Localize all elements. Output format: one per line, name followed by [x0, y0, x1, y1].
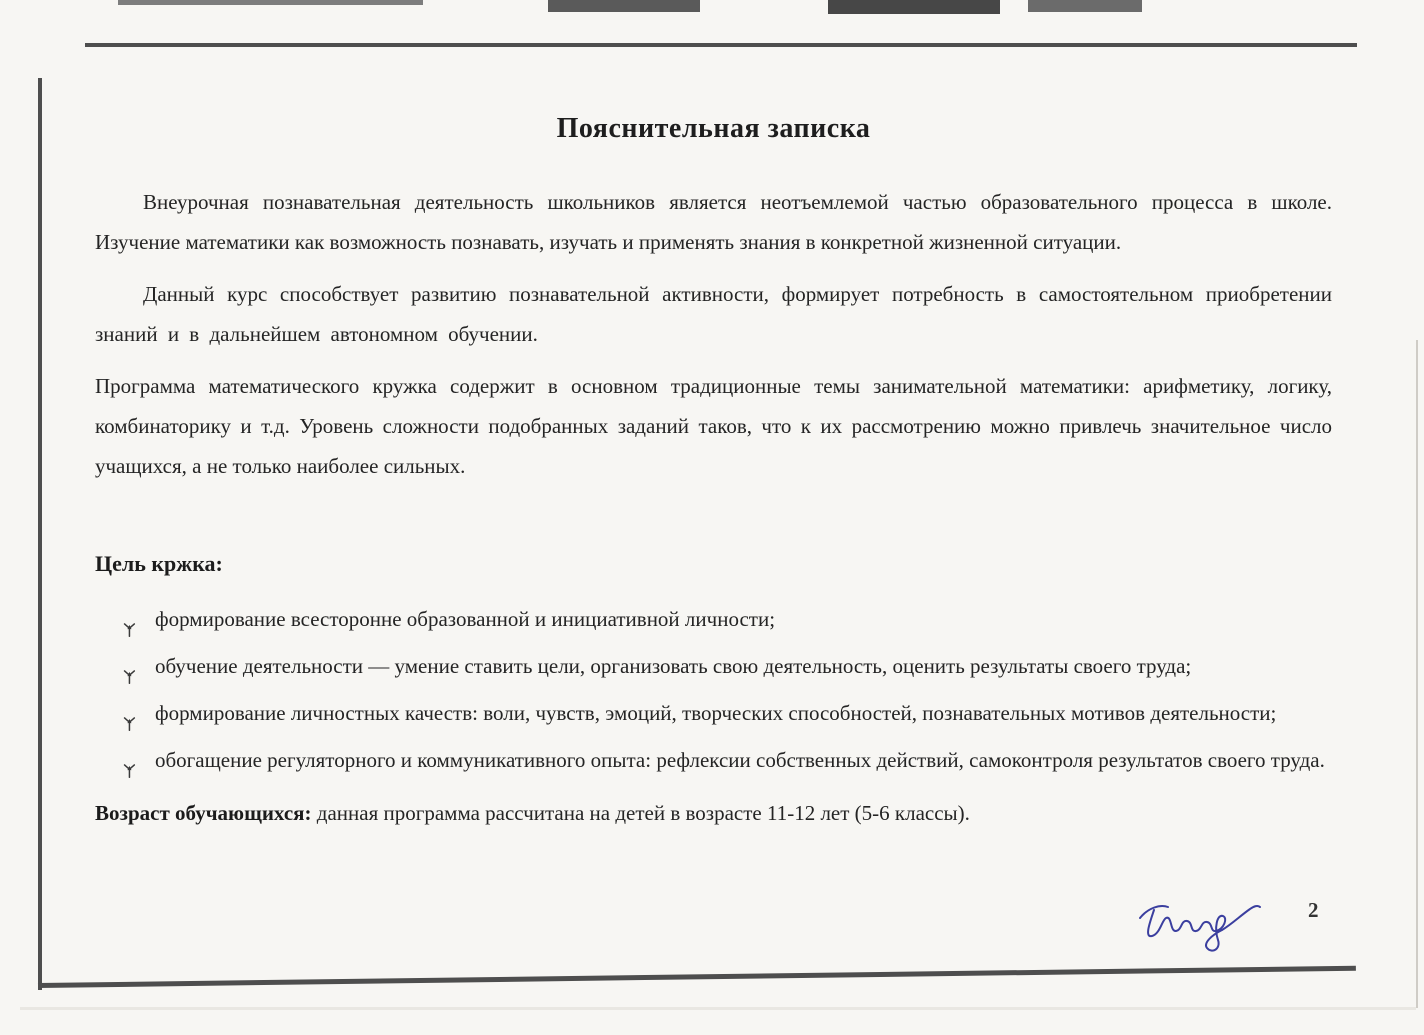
- top-border-rule: [85, 43, 1357, 47]
- list-item-text: обогащение регуляторного и коммуникативного опыта: рефлексии собственных действий, самоконтроля результатов своего труда.: [155, 748, 1325, 772]
- list-item-text: формирование всесторонне образованной и инициативной личности;: [155, 607, 776, 631]
- list-item-text: обучение деятельности — умение ставить цели, организовать свою деятельность, оценить результаты своего труда;: [155, 654, 1192, 678]
- paragraph-intro: Внеурочная познавательная деятельность школьников является неотъемлемой частью образовательного процесса в школе. Изучение математики как возможность познавать, изучать и применять знания в конкретной жизненной ситуации.: [95, 190, 1332, 254]
- list-item: [121, 598, 1332, 640]
- paragraph-course: Данный курс способствует развитию познавательной активности, формирует потребность в самостоятельном приобретении знаний и в дальнейшем автономном обучении.: [95, 282, 1332, 346]
- age-line: [95, 793, 1332, 833]
- goals-list: [95, 598, 1332, 781]
- scan-artifact-strip: [118, 0, 423, 5]
- scanned-page-bottom-edge: [20, 1007, 1416, 1010]
- list-item: [121, 645, 1332, 687]
- paragraph-program: Программа математического кружка содержит в основном традиционные темы занимательной математики: арифметику, логику, комбинаторику и т.д. Уровень сложности подобранных заданий таков, что к их рассмотрению можно привлечь значительное число учащихся, а не только наиболее сильных.: [95, 374, 1332, 478]
- document-body: [95, 112, 1332, 854]
- page-number: 2: [1308, 898, 1319, 922]
- page-title: Пояснительная записка: [556, 113, 871, 144]
- dart-bullet-icon: [121, 751, 137, 767]
- handwritten-signature: [1132, 890, 1272, 962]
- scanned-page-right-edge: [1416, 340, 1418, 1008]
- dart-bullet-icon: [121, 704, 137, 720]
- dart-bullet-icon: [121, 657, 137, 673]
- dart-bullet-icon: [121, 610, 137, 626]
- scan-artifact-strip: [828, 0, 1000, 14]
- list-item: [121, 692, 1332, 734]
- left-border-rule: [38, 78, 42, 990]
- bottom-border-rule: [38, 966, 1356, 988]
- scan-artifact-strip: [1028, 0, 1142, 12]
- scan-artifact-strip: [548, 0, 700, 12]
- list-item-text: формирование личностных качеств: воли, чувств, эмоций, творческих способностей, познавательных мотивов деятельности;: [155, 701, 1277, 725]
- list-item: [121, 739, 1332, 781]
- age-line-label: Возраст обучающихся:: [95, 801, 312, 825]
- age-line-text: данная программа рассчитана на детей в возрасте 11-12 лет (5-6 классы).: [311, 801, 970, 825]
- goals-heading: Цель кржка:: [95, 551, 223, 576]
